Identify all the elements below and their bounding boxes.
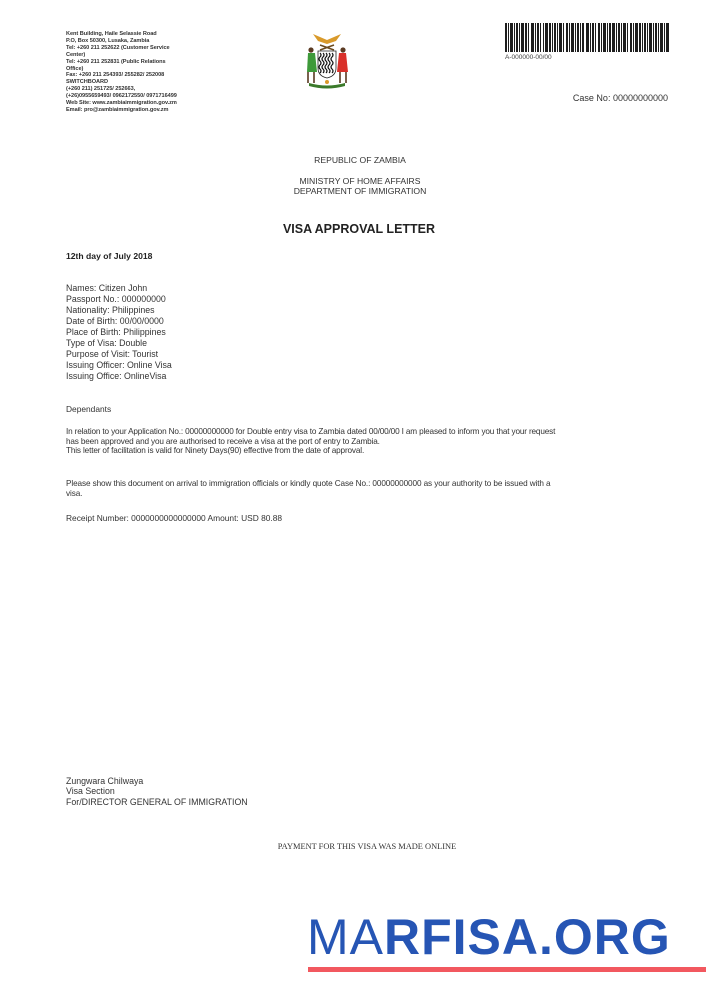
detail-name: Names: Citizen John: [66, 283, 148, 293]
ministry-heading: [0, 176, 720, 196]
contact-address-block: [66, 31, 236, 114]
address-line: P.O, Box 50300, Lusaka, Zambia: [66, 37, 150, 44]
dependants-label: Dependants: [66, 404, 112, 414]
address-line: Kent Building, Haile Selassie Road: [66, 31, 157, 37]
detail-nationality: Nationality: Philippines: [66, 305, 155, 315]
detail-visa-type: Type of Visa: Double: [66, 338, 148, 348]
address-line: Tel: +260 211 252831 (Public Relations: [66, 58, 166, 65]
barcode-label: A-000000-00/00: [505, 54, 552, 61]
detail-dob: Date of Birth: 00/00/0000: [66, 316, 164, 326]
logo-text-thin: MA: [307, 909, 384, 965]
email-line: Email: pro@zambiaimmigration.gov.zm: [66, 106, 169, 113]
payment-note: [0, 842, 720, 851]
receipt-line: Receipt Number: 0000000000000000 Amount: USD 80.88: [66, 513, 283, 523]
approval-text: In relation to your Application No.: 00000000000 for Double entry visa to Zambia dated 00/00/00 I am pleased to inform you that your request has been approved and you are authorised to receive a visa at the port of entry to Zambia.: [66, 427, 556, 446]
validity-text: This letter of facilitation is valid for Ninety Days(90) effective from the date of approval.: [66, 446, 365, 456]
address-line: Office): [66, 65, 84, 72]
department-name: DEPARTMENT OF IMMIGRATION: [293, 186, 427, 196]
barcode: [505, 23, 669, 52]
signatory-name: Zungwara Chilwaya: [66, 776, 144, 786]
zambia-coat-of-arms-icon: [303, 28, 351, 92]
detail-issuing-office: Issuing Office: OnlineVisa: [66, 371, 167, 381]
payment-note-text: PAYMENT FOR THIS VISA WAS MADE ONLINE: [277, 842, 457, 851]
address-line: (+260 211) 251725/ 252663,: [66, 86, 136, 93]
instruction-paragraph: Please show this document on arrival to immigration officials or kindly quote Case No.: 00000000000 as your authority to be issued with a visa.: [66, 479, 551, 498]
detail-place-of-birth: Place of Birth: Philippines: [66, 327, 166, 337]
approval-paragraph: [66, 427, 566, 456]
letter-title: VISA APPROVAL LETTER: [282, 222, 436, 236]
address-line: Fax: +260 211 254393/ 255282/ 252008: [66, 72, 165, 79]
detail-passport: Passport No.: 000000000: [66, 294, 166, 304]
case-number: Case No: 00000000000: [572, 93, 668, 103]
detail-purpose: Purpose of Visit: Tourist: [66, 349, 159, 359]
address-line: SWITCHBOARD: [66, 79, 109, 86]
ministry-name: MINISTRY OF HOME AFFAIRS: [299, 176, 421, 186]
signatory-for: For/DIRECTOR GENERAL OF IMMIGRATION: [66, 796, 248, 807]
signatory-section: Visa Section: [66, 786, 115, 797]
logo-underline: [308, 967, 706, 972]
letter-date: 12th day of July 2018: [66, 251, 153, 261]
detail-issuing-officer: Issuing Officer: Online Visa: [66, 360, 172, 370]
address-line: Tel: +260 211 252622 (Customer Service: [66, 44, 170, 51]
website-line: Web Site: www.zambiaimmigration.gov.zm: [66, 100, 177, 107]
signature-block: [66, 776, 248, 807]
applicant-details: [66, 283, 172, 382]
address-line: Center): [66, 51, 86, 58]
republic-heading: REPUBLIC OF ZAMBIA: [314, 155, 406, 165]
logo-text-bold: RFISA.ORG: [384, 909, 671, 965]
address-line: (+26)0955659493/ 0962172550/ 0971716499: [66, 93, 177, 100]
page-title: [0, 222, 720, 236]
marfisa-watermark-logo: [307, 909, 671, 965]
